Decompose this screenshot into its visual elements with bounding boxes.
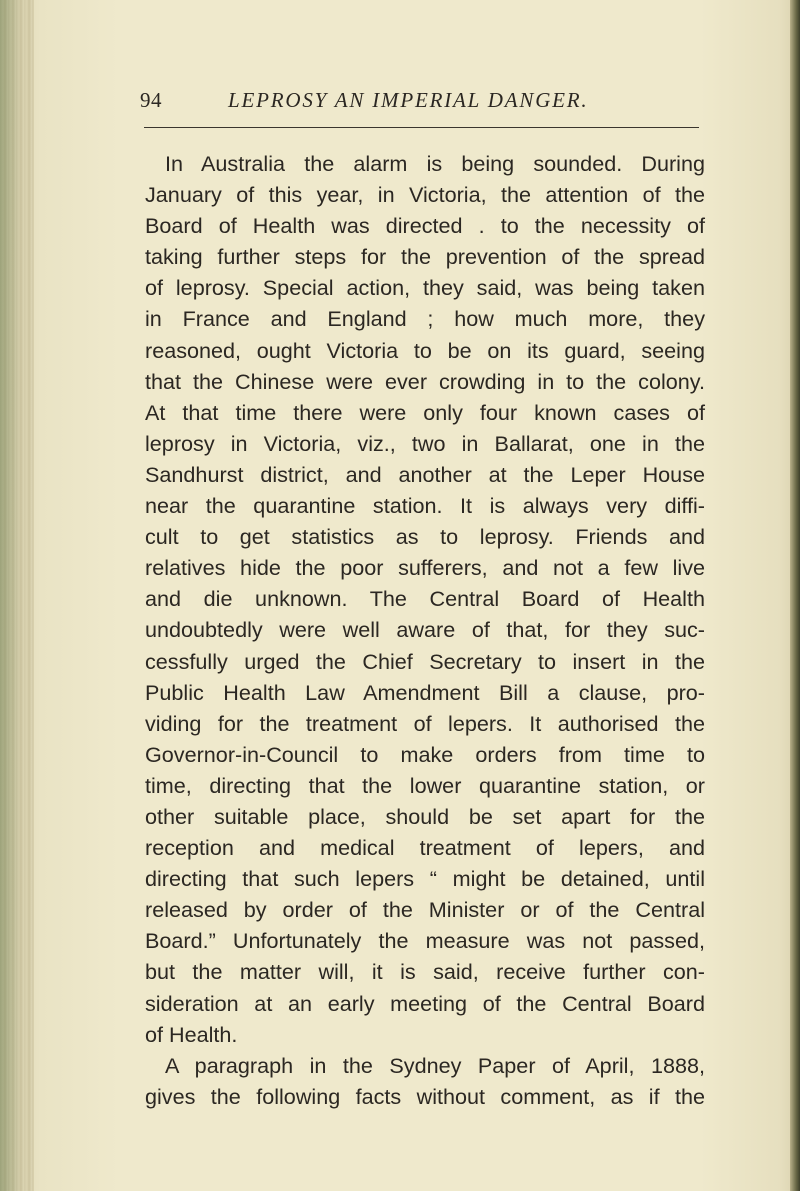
text-line: near the quarantine station. It is always very diffi- [145,493,705,519]
text-line: cessfully urged the Chief Secretary to insert in the [145,648,705,674]
text-line: directing that such lepers “ might be detained, until [145,866,705,892]
page-right-edge [790,0,800,1191]
text-line: Public Health Law Amendment Bill a clause, pro- [145,679,705,705]
text-line: in France and England ; how much more, they [145,306,705,332]
body-text [145,148,705,1112]
text-line: sideration at an early meeting of the Central Board [145,990,705,1016]
text-line: cult to get statistics as to leprosy. Friends and [145,524,705,550]
text-line: Governor-in-Council to make orders from time to [145,741,705,767]
text-line: other suitable place, should be set apart for the [145,803,705,829]
text-line: relatives hide the poor sufferers, and not a few live [145,555,705,581]
running-head: LEPROSY AN IMPERIAL DANGER. [228,88,589,112]
text-line: taking further steps for the prevention of the spread [145,244,705,270]
text-line: In Australia the alarm is being sounded. During [165,151,705,176]
text-line: Board.” Unfortunately the measure was not passed, [145,928,705,954]
text-line: of leprosy. Special action, they said, was being taken [145,275,705,301]
text-line: Sandhurst district, and another at the Leper House [145,461,705,487]
text-line: January of this year, in Victoria, the attention of the [145,182,705,208]
text-line: but the matter will, it is said, receive further con- [145,959,705,985]
text-line: reasoned, ought Victoria to be on its guard, seeing [145,337,705,363]
text-line: gives the following facts without comment, as if the [145,1083,705,1109]
binding-shadow [0,0,22,1191]
text-line: leprosy in Victoria, viz., two in Ballarat, one in the [145,430,705,456]
text-line: reception and medical treatment of lepers, and [145,835,705,861]
text-line: undoubtedly were well aware of that, for they suc- [145,617,705,643]
header-rule [144,127,699,128]
text-line: that the Chinese were ever crowding in to the colony. [145,368,705,394]
text-line: released by order of the Minister or of the Central [145,897,705,923]
page-header [140,88,700,118]
text-line: time, directing that the lower quarantine station, or [145,772,705,798]
text-line: of Health. [145,1021,238,1047]
text-line: Board of Health was directed . to the necessity of [145,213,705,239]
page-number: 94 [140,88,162,112]
text-line: At that time there were only four known cases of [145,399,705,425]
text-line: and die unknown. The Central Board of Health [145,586,705,612]
text-line: viding for the treatment of lepers. It authorised the [145,710,705,736]
text-line: A paragraph in the Sydney Paper of April, 1888, [165,1052,705,1078]
